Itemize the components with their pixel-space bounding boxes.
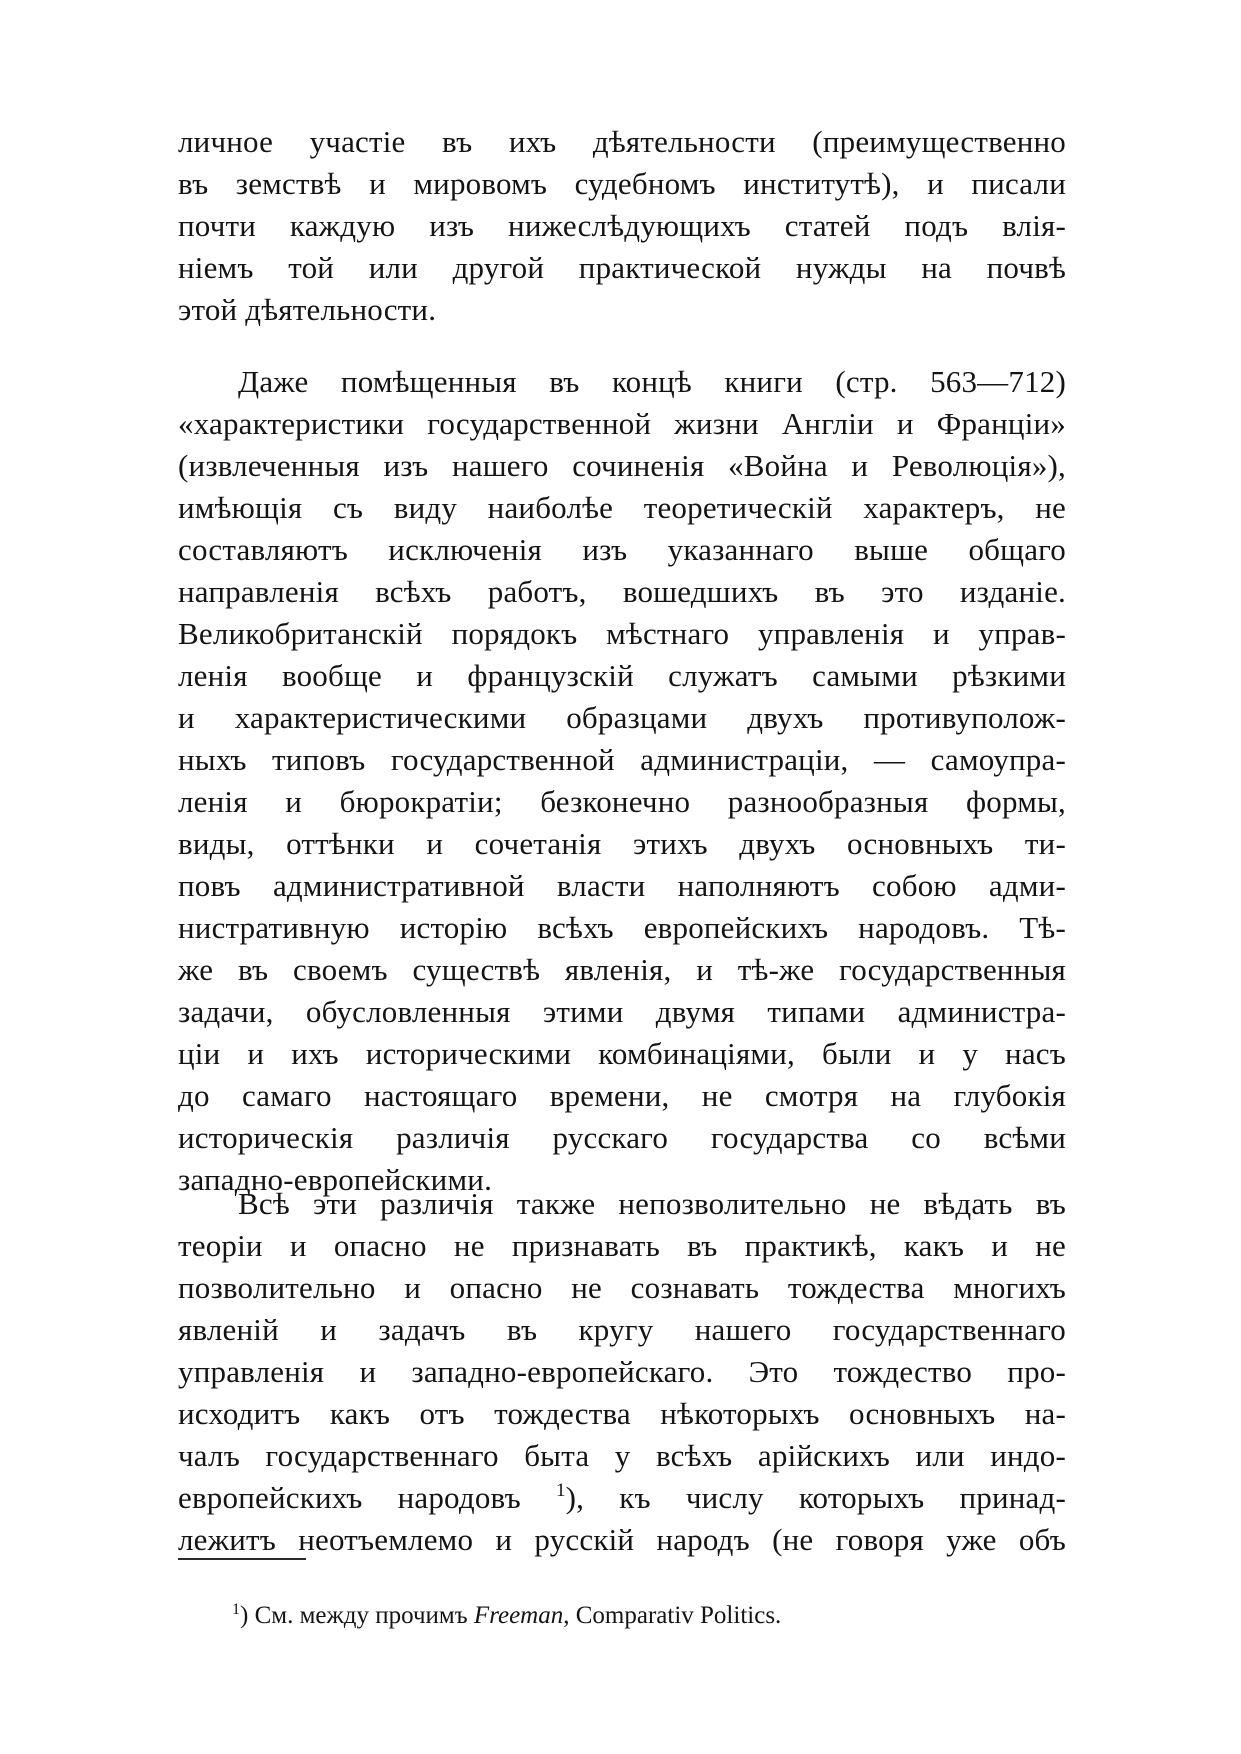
text-line: и характеристическими образцами двухъ противуполож- <box>178 700 1066 735</box>
text-line: направленія всѣхъ работъ, вошедшихъ въ это изданіе. <box>178 574 1066 609</box>
text-line-with-footnote-ref <box>178 1477 1066 1519</box>
footnote-prefix: ) См. между прочимъ <box>240 1602 474 1629</box>
text-line: задачи, обусловленныя этими двумя типами администра- <box>178 994 1066 1029</box>
footnote-marker: 1 <box>232 1601 240 1618</box>
text-line: западно-европейскими. <box>178 1162 493 1197</box>
text-line: же въ своемъ существѣ явленія, и тѣ-же государственныя <box>178 952 1066 987</box>
text-line: ныхъ типовъ государственной администраціи, — самоупра- <box>178 742 1066 777</box>
text-line: этой дѣятельности. <box>178 292 437 327</box>
footnote-divider <box>178 1558 306 1560</box>
text-line: ніемъ той или другой практической нужды на почвѣ <box>178 250 1066 285</box>
text-line: позволительно и опасно не сознавать тождества многихъ <box>178 1270 1066 1305</box>
footnote-author: Freeman <box>473 1602 564 1629</box>
text-line: имѣющія съ виду наиболѣе теоретическій характеръ, не <box>178 490 1066 525</box>
text-line: управленія и западно-европейскаго. Это тождество про- <box>178 1354 1066 1389</box>
text-line: виды, оттѣнки и сочетанія этихъ двухъ основныхъ ти- <box>178 826 1066 861</box>
paragraph-1 <box>178 121 1066 331</box>
text-line: Великобританскій порядокъ мѣстнаго управленія и управ- <box>178 616 1066 651</box>
text-line: ціи и ихъ историческими комбинаціями, были и у насъ <box>178 1036 1066 1071</box>
text-line: повъ административной власти наполняютъ собою адми- <box>178 868 1066 903</box>
text-line: «характеристики государственной жизни Англіи и Франціи» <box>178 406 1066 441</box>
text-line: чалъ государственнаго быта у всѣхъ арійскихъ или индо- <box>178 1438 1066 1473</box>
footnote-reference[interactable]: 1 <box>555 1480 566 1501</box>
text-line: теоріи и опасно не признавать въ практикѣ, какъ и не <box>178 1228 1066 1263</box>
text-line: до самаго настоящаго времени, не смотря на глубокія <box>178 1078 1066 1113</box>
text-line: историческія различія русскаго государства со всѣми <box>178 1120 1066 1155</box>
text-line: въ земствѣ и мировомъ судебномъ институтѣ), и писали <box>178 166 1066 201</box>
text-line: почти каждую изъ нижеслѣдующихъ статей подъ влія- <box>178 208 1066 243</box>
paragraph-3 <box>178 1183 1066 1561</box>
paragraph-2 <box>178 361 1066 1201</box>
text-line: нистративную исторію всѣхъ европейскихъ народовъ. Тѣ- <box>178 910 1066 945</box>
text-fragment: европейскихъ народовъ <box>178 1480 556 1515</box>
text-line: явленій и задачъ въ кругу нашего государственнаго <box>178 1312 1066 1347</box>
text-line: Всѣ эти различія также непозволительно не вѣдать въ <box>238 1186 1066 1221</box>
text-line: составляютъ исключенія изъ указаннаго выше общаго <box>178 532 1066 567</box>
footnote <box>232 1593 781 1633</box>
text-line: личное участіе въ ихъ дѣятельности (преимущественно <box>178 124 1066 159</box>
text-line: лежитъ неотъемлемо и русскій народъ (не говоря уже объ <box>178 1522 1066 1557</box>
text-line: ленія и бюрократіи; безконечно разнообразныя формы, <box>178 784 1066 819</box>
text-fragment: ), къ числу которыхъ принад- <box>565 1480 1066 1515</box>
text-line: исходитъ какъ отъ тождества нѣкоторыхъ основныхъ на- <box>178 1396 1066 1431</box>
text-line: (извлеченныя изъ нашего сочиненія «Война и Революція»), <box>178 448 1066 483</box>
text-line: Даже помѣщенныя въ концѣ книги (стр. 563—712) <box>238 364 1066 399</box>
footnote-suffix: , Comparativ Politics. <box>563 1602 782 1629</box>
text-line: ленія вообще и французскій служатъ самыми рѣзкими <box>178 658 1066 693</box>
